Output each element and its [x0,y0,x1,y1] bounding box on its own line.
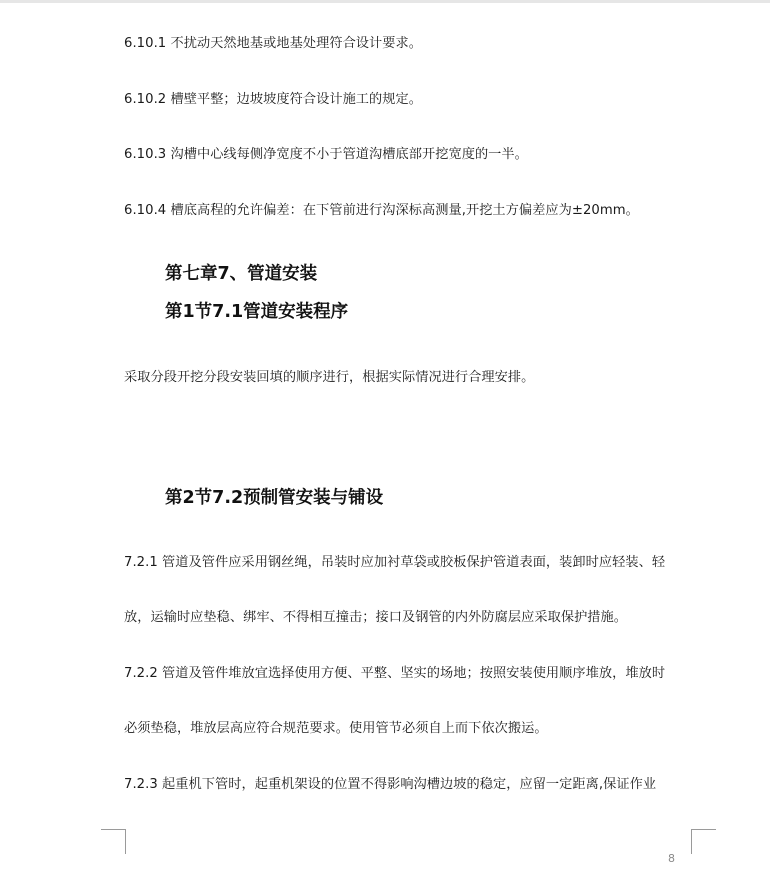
clause-6-10-3: 6.10.3 沟槽中心线每侧净宽度不小于管道沟槽底部开挖宽度的一半。 [124,147,528,162]
clause-6-10-2: 6.10.2 槽壁平整；边坡坡度符合设计施工的规定。 [124,92,422,107]
clause-7-2-1-line-2: 放，运输时应垫稳、绑牢、不得相互撞击；接口及钢管的内外防腐层应采取保护措施。 [124,610,628,625]
clause-6-10-1: 6.10.1 不扰动天然地基或地基处理符合设计要求。 [124,36,422,51]
chapter-7-heading: 第七章7、管道安装 [165,264,318,284]
clause-7-2-3-line-1: 7.2.3 起重机下管时，起重机架设的位置不得影响沟槽边坡的稳定，应留一定距离,保证作业 [124,777,657,792]
section-7-1-paragraph: 采取分段开挖分段安装回填的顺序进行，根据实际情况进行合理安排。 [124,370,535,385]
margin-corner-mark-right [691,829,716,854]
clause-6-10-4: 6.10.4 槽底高程的允许偏差：在下管前进行沟深标高测量,开挖土方偏差应为±20mm。 [124,203,639,218]
page-number: 8 [668,852,675,865]
clause-7-2-2-line-2: 必须垫稳，堆放层高应符合规范要求。使用管节必须自上而下依次搬运。 [124,721,548,736]
top-border [0,0,770,3]
clause-7-2-1-line-1: 7.2.1 管道及管件应采用钢丝绳，吊装时应加衬草袋或胶板保护管道表面，装卸时应轻装、轻 [124,555,666,570]
margin-corner-mark-left [101,829,126,854]
section-7-1-heading: 第1节7.1管道安装程序 [165,302,349,322]
clause-7-2-2-line-1: 7.2.2 管道及管件堆放宜选择使用方便、平整、坚实的场地；按照安装使用顺序堆放，堆放时 [124,666,666,681]
section-7-2-heading: 第2节7.2预制管安装与铺设 [165,488,384,508]
